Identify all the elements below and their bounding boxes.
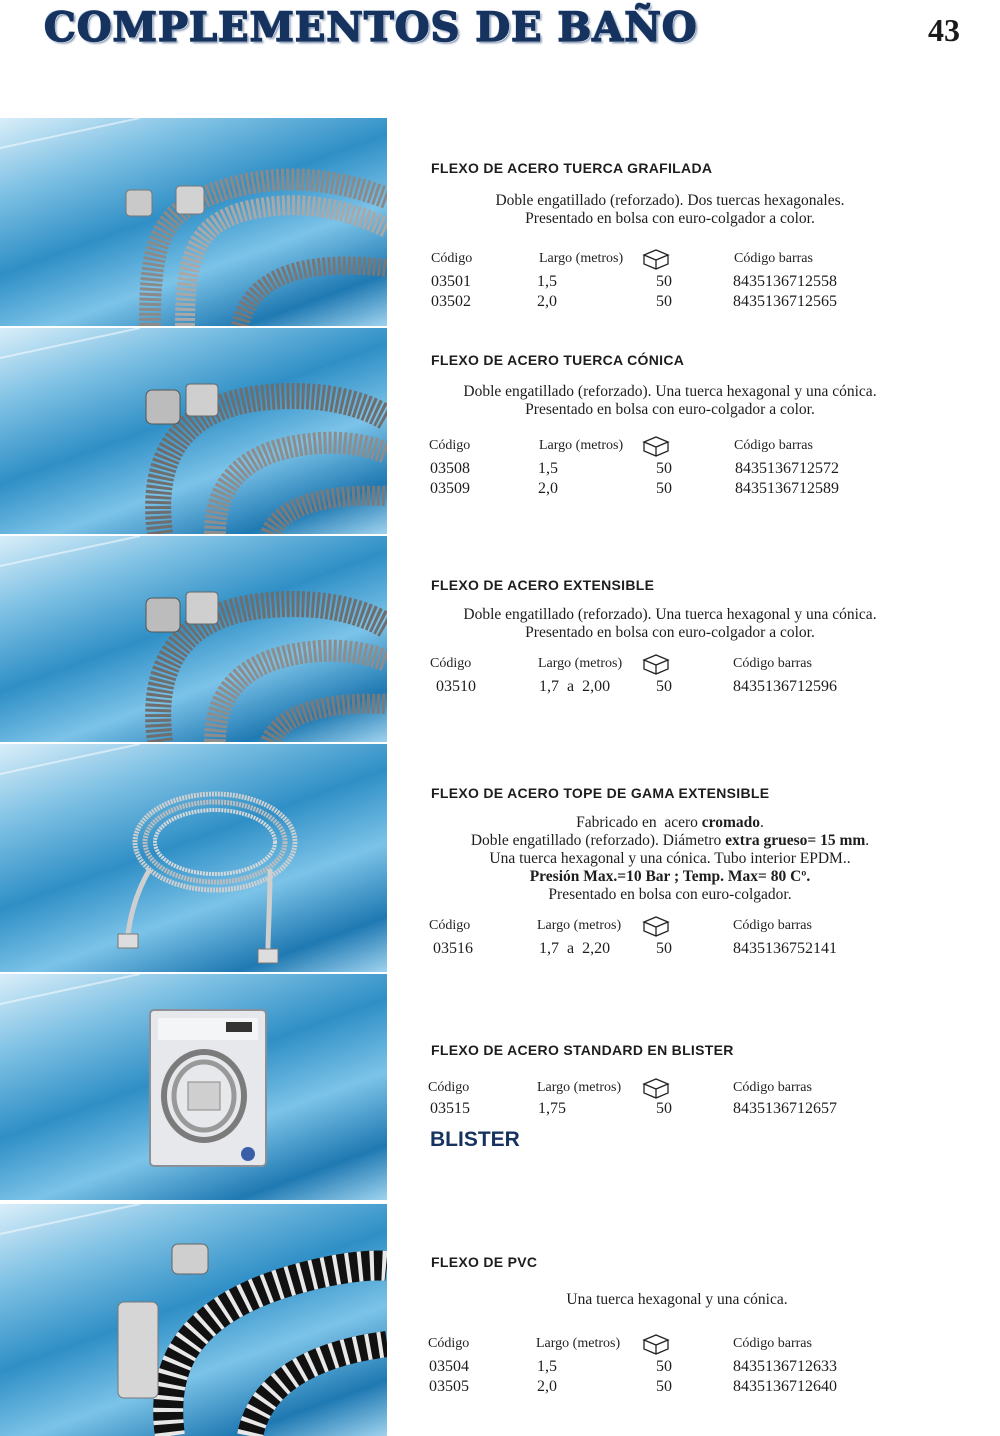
- header-code: Código: [428, 1080, 470, 1095]
- description-line: Presentado en bolsa con euro-colgador.: [548, 886, 792, 903]
- product-photo-extensible: [0, 536, 387, 742]
- table-header: [0, 1080, 1000, 1100]
- description-extensible: [400, 606, 940, 642]
- text-fragment: Fabricado en acero: [576, 814, 702, 831]
- header-code: Código: [430, 656, 472, 671]
- box-icon: [641, 1333, 671, 1355]
- description-line: Una tuerca hexagonal y una cónica. Tubo interior EPDM..: [489, 850, 851, 867]
- description-line: Doble engatillado (reforzado). Dos tuercas hexagonales.: [495, 192, 845, 209]
- cell-length: 1,5: [537, 1358, 557, 1375]
- cell-code: 03516: [433, 940, 473, 957]
- table-row: [0, 480, 1000, 500]
- description-line: [400, 814, 940, 832]
- box-icon: [641, 915, 671, 937]
- cell-code: 03505: [429, 1378, 469, 1395]
- table-row: [0, 460, 1000, 480]
- cell-length: 1,5: [537, 273, 557, 290]
- table-header: [0, 656, 1000, 676]
- cell-code: 03502: [431, 293, 471, 310]
- product-photo-pvc: [0, 1204, 387, 1436]
- cell-barcode: 8435136712565: [733, 293, 837, 310]
- text-fragment: Doble engatillado (reforzado). Diámetro: [470, 832, 726, 849]
- blister-label: BLISTER: [430, 1128, 520, 1151]
- cell-qty: 50: [656, 1378, 672, 1395]
- page-number: 43: [928, 12, 960, 48]
- header-length: Largo (metros): [537, 1080, 622, 1095]
- cell-length: 1,7 a 2,20: [539, 940, 611, 957]
- text-fragment: .: [865, 832, 870, 849]
- header-code: Código: [429, 918, 471, 933]
- cell-qty: 50: [656, 273, 672, 290]
- header-length: Largo (metros): [539, 251, 624, 266]
- description-pvc: [400, 1291, 940, 1309]
- table-row: [0, 1378, 1000, 1398]
- cell-barcode: 8435136712572: [735, 460, 839, 477]
- table-row: [0, 1100, 1000, 1120]
- header-barcode: Código barras: [733, 1336, 812, 1351]
- cell-length: 2,0: [538, 480, 558, 497]
- header-code: Código: [431, 251, 473, 266]
- section-title-blister: FLEXO DE ACERO STANDARD EN BLISTER: [431, 1042, 734, 1058]
- cell-length: 2,0: [537, 1378, 557, 1395]
- text-bold: extra grueso= 15 mm: [725, 832, 866, 849]
- text-fragment: .: [760, 814, 764, 831]
- text-bold: cromado: [701, 814, 761, 831]
- header-barcode: Código barras: [734, 438, 813, 453]
- description-line: Una tuerca hexagonal y una cónica.: [566, 1291, 788, 1308]
- cell-length: 1,75: [538, 1100, 566, 1117]
- box-icon: [641, 435, 671, 457]
- cell-code: 03508: [430, 460, 470, 477]
- header-length: Largo (metros): [536, 1336, 621, 1351]
- header-length: Largo (metros): [538, 656, 623, 671]
- header-length: Largo (metros): [537, 918, 622, 933]
- cell-barcode: 8435136752141: [733, 940, 837, 957]
- table-row: [0, 940, 1000, 960]
- header-barcode: Código barras: [733, 918, 812, 933]
- header-barcode: Código barras: [734, 251, 813, 266]
- text-bold: Presión Max.=10 Bar ; Temp. Max= 80 Cº.: [529, 868, 811, 885]
- cell-barcode: 8435136712596: [733, 678, 837, 695]
- table-row: [0, 293, 1000, 313]
- section-title-pvc: FLEXO DE PVC: [431, 1254, 538, 1270]
- section-title-extensible: FLEXO DE ACERO EXTENSIBLE: [431, 577, 655, 593]
- cell-length: 2,0: [537, 293, 557, 310]
- description-line: Presentado en bolsa con euro-colgador a color.: [525, 401, 815, 418]
- cell-qty: 50: [656, 460, 672, 477]
- section-title-conica: FLEXO DE ACERO TUERCA CÓNICA: [431, 352, 685, 368]
- cell-qty: 50: [656, 1100, 672, 1117]
- cell-code: 03509: [430, 480, 470, 497]
- box-icon: [641, 1077, 671, 1099]
- header-code: Código: [429, 438, 471, 453]
- description-grafilada: [400, 192, 940, 228]
- table-row: [0, 678, 1000, 698]
- cell-code: 03501: [431, 273, 471, 290]
- table-header: [0, 251, 1000, 271]
- cell-qty: 50: [656, 1358, 672, 1375]
- description-line: Doble engatillado (reforzado). Una tuerca hexagonal y una cónica.: [463, 383, 877, 400]
- cell-code: 03515: [430, 1100, 470, 1117]
- cell-qty: 50: [656, 940, 672, 957]
- cell-code: 03510: [436, 678, 476, 695]
- header-barcode: Código barras: [733, 1080, 812, 1095]
- box-icon: [641, 248, 671, 270]
- table-row: [0, 1358, 1000, 1378]
- table-header: [0, 438, 1000, 458]
- header-code: Código: [428, 1336, 470, 1351]
- cell-code: 03504: [429, 1358, 469, 1375]
- page-title: COMPLEMENTOS DE BAÑO: [44, 4, 698, 51]
- description-tope-gama: [400, 814, 940, 904]
- cell-qty: 50: [656, 480, 672, 497]
- section-title-grafilada: FLEXO DE ACERO TUERCA GRAFILADA: [431, 160, 713, 176]
- cell-barcode: 8435136712558: [733, 273, 837, 290]
- description-line: Presentado en bolsa con euro-colgador a color.: [525, 624, 815, 641]
- table-header: [0, 1336, 1000, 1356]
- section-title-tope-gama: FLEXO DE ACERO TOPE DE GAMA EXTENSIBLE: [431, 785, 770, 801]
- description-line: Presentado en bolsa con euro-colgador a color.: [525, 210, 815, 227]
- cell-barcode: 8435136712640: [733, 1378, 837, 1395]
- header-length: Largo (metros): [539, 438, 624, 453]
- cell-qty: 50: [656, 293, 672, 310]
- box-icon: [641, 653, 671, 675]
- cell-length: 1,5: [538, 460, 558, 477]
- table-row: [0, 273, 1000, 293]
- cell-barcode: 8435136712657: [733, 1100, 837, 1117]
- product-photo-conica: [0, 328, 387, 534]
- table-header: [0, 918, 1000, 938]
- cell-qty: 50: [656, 678, 672, 695]
- cell-barcode: 8435136712589: [735, 480, 839, 497]
- description-line: [400, 868, 940, 886]
- cell-barcode: 8435136712633: [733, 1358, 837, 1375]
- description-line: Doble engatillado (reforzado). Una tuerca hexagonal y una cónica.: [463, 606, 877, 623]
- header-barcode: Código barras: [733, 656, 812, 671]
- cell-length: 1,7 a 2,00: [539, 678, 611, 695]
- description-line: [400, 832, 940, 850]
- description-conica: [400, 383, 940, 419]
